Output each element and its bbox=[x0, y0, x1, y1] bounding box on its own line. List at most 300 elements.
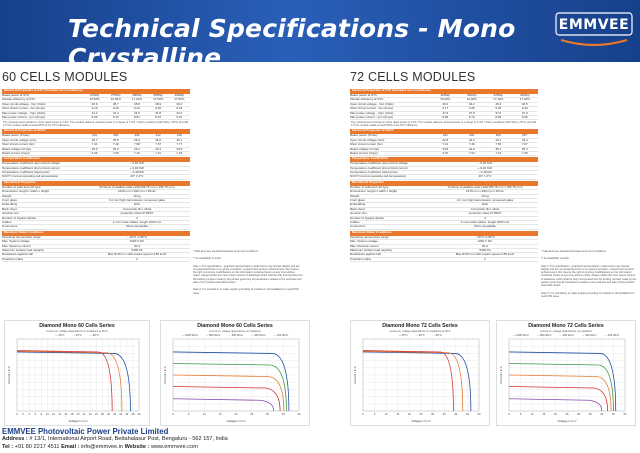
row-label: Operating temperature range bbox=[2, 235, 41, 239]
x-tick-label: 50 bbox=[477, 413, 481, 416]
row-label: Max power current - Ipm (Amps) bbox=[350, 115, 394, 119]
row-value: 19 kg bbox=[133, 194, 141, 198]
x-tick-label: 10 bbox=[530, 413, 534, 416]
row-value: 29.2 bbox=[134, 147, 140, 151]
row-value: 275Wp bbox=[111, 94, 121, 97]
legend-swatch: — bbox=[181, 334, 186, 337]
row-value: 7.56 bbox=[495, 143, 502, 147]
row-value: 35.3 bbox=[521, 147, 528, 151]
x-tick-label: 0 bbox=[362, 413, 364, 416]
header-banner bbox=[0, 0, 640, 72]
legend-entry: — 1000 W/m² bbox=[181, 334, 198, 337]
row-value: 5400 Pa bbox=[479, 248, 491, 252]
row-value: 1000 V DC bbox=[477, 240, 493, 244]
row-label: Max. System voltage bbox=[350, 240, 378, 244]
legend-swatch: — bbox=[251, 334, 255, 337]
row-value: 7.15 bbox=[134, 151, 140, 155]
section-title-60-cells: 60 CELLS MODULES bbox=[2, 70, 128, 84]
website-label: Website : bbox=[124, 444, 150, 450]
table-section-header: Electrical Properties at STC (Standard Test Conditions) bbox=[2, 89, 190, 94]
row-label: Short circuit current (Isc) bbox=[350, 143, 383, 147]
row-label: Temperature coefficient short-circuit current bbox=[2, 166, 60, 170]
row-value: 38.6 bbox=[91, 102, 98, 106]
row-value: 9.17 bbox=[442, 107, 449, 111]
row-label: Rated voltage (Vmpp) bbox=[2, 147, 32, 151]
row-label: Connectors bbox=[350, 225, 366, 229]
x-tick-label: 30 bbox=[107, 413, 110, 416]
row-value: − 0.43%/K bbox=[130, 171, 144, 175]
table-section-header: Mechanical Properties bbox=[350, 181, 538, 186]
footnote: Note 1: The specification - graphical representation made herein may deviate slightly and are not guaranteed due to on-going innovation, research and product enhancement. We reserve the right to improve modifications on the information contained herein at any time without notice. Always obtain the most recent version of datasheet which shall be duly incorporated into the binding contract made by the parties governing all transactions related to the purchase and sale of the products described herein. bbox=[541, 264, 637, 288]
row-label: Protection class bbox=[350, 257, 372, 261]
row-value: 43.1 bbox=[495, 138, 502, 142]
row-value: 9.52 bbox=[155, 107, 162, 111]
row-value: 46.2 bbox=[468, 102, 475, 106]
row-value: 37.6 bbox=[442, 111, 449, 115]
x-tick-label: 20 bbox=[553, 413, 557, 416]
chart-plot bbox=[351, 321, 489, 427]
x-tick-label: 35 bbox=[588, 413, 592, 416]
row-value: 330Wp bbox=[466, 94, 477, 97]
row-value: protection class IP 65/67 bbox=[120, 212, 154, 216]
row-value: 16.90% bbox=[110, 98, 121, 102]
row-value: 36.1 bbox=[176, 138, 183, 142]
row-value: 270Wp bbox=[89, 94, 100, 97]
x-tick-label: 4 bbox=[28, 413, 30, 416]
row-value: 7.21 bbox=[155, 151, 162, 155]
legend-swatch: — bbox=[398, 334, 402, 337]
legend-swatch: — bbox=[89, 334, 93, 337]
legend-swatch: — bbox=[559, 334, 563, 337]
row-value: 60 Mono crystalline solar cells(156.75 mm x 156.75 mm) bbox=[99, 185, 175, 189]
row-value: − 0.43%/K bbox=[478, 171, 492, 175]
row-value: 9.30 bbox=[521, 107, 528, 111]
row-value: 7.13 bbox=[495, 151, 502, 155]
x-tick-label: 40 bbox=[137, 413, 141, 416]
row-value: II bbox=[136, 257, 138, 261]
row-value: 46.0 bbox=[442, 102, 449, 106]
x-tick-label: 5 bbox=[188, 413, 190, 416]
row-value: 37.9 bbox=[495, 111, 502, 115]
row-value: 29.4 bbox=[155, 147, 162, 151]
row-label: Back sheet bbox=[350, 207, 365, 211]
row-value: 39.0 bbox=[176, 102, 183, 106]
row-label: Junction box bbox=[350, 212, 367, 216]
section-title-72-cells: 72 CELLS MODULES bbox=[350, 70, 476, 84]
page-title: Technical Specifications - Mono Crystalline bbox=[68, 14, 516, 72]
address-label: Address : bbox=[2, 436, 28, 442]
row-label: Open circuit voltage - Voc (Volts) bbox=[2, 102, 46, 106]
row-value: 46° ± 2°C bbox=[130, 175, 144, 179]
row-label: Max power voltage - Vpm (Volts) bbox=[350, 111, 394, 115]
legend-entry: — 400 W/m² bbox=[251, 334, 266, 337]
row-value: 38.8 bbox=[134, 102, 140, 106]
table-section-header: Mechanical Properties bbox=[2, 181, 190, 186]
x-tick-label: 2 bbox=[22, 413, 24, 416]
row-value: 31.6 bbox=[134, 111, 140, 115]
row-label: Dimensions: length x width x height bbox=[350, 190, 398, 194]
row-value: 1979 mm x 990 mm x 35mm bbox=[465, 190, 504, 194]
x-tick-label: 40 bbox=[600, 413, 604, 416]
row-value: 31.8 bbox=[155, 111, 162, 115]
row-label: Max power current - Ipm (Amps) bbox=[2, 115, 46, 119]
row-label: Cables bbox=[350, 220, 360, 224]
row-value: 16.60% bbox=[89, 98, 100, 102]
row-value: 7.67 bbox=[155, 143, 162, 147]
row-label: Cables bbox=[2, 220, 12, 224]
company-logo bbox=[555, 10, 633, 48]
y-axis-label: Current I in A bbox=[163, 366, 167, 384]
chart-title: Diamond Mono 72 Cells Series bbox=[528, 323, 604, 329]
row-value: 31.2 bbox=[91, 111, 98, 115]
table-row bbox=[350, 258, 538, 262]
legend-entry: — 80°C bbox=[89, 334, 99, 337]
x-tick-label: 10 bbox=[203, 413, 206, 416]
row-label: Number of cells and cell type bbox=[350, 185, 389, 189]
row-value: 9.40 bbox=[134, 107, 140, 111]
row-value: 7.49 bbox=[468, 143, 475, 147]
company-name: EMMVEE Photovoltaic Power Private Limited bbox=[2, 427, 169, 436]
row-value: 7.58 bbox=[134, 143, 140, 147]
row-value: 17.50% bbox=[153, 98, 164, 102]
legend-entry: — 25°C bbox=[55, 334, 65, 337]
x-tick-label: 20 bbox=[407, 413, 411, 416]
tolerance-note: The measurement tolerance of the rated power is ± 3%. The module delivers nominal power in a range of ± 3%. Under conditions (200 W/m², 25°C) and AM 1.5 the module yields at least 95% of the STC efficiency. bbox=[351, 120, 537, 128]
row-value: 16.90% bbox=[466, 98, 477, 102]
x-tick-label: 36 bbox=[125, 413, 129, 416]
row-label: Module efficiency at STC bbox=[350, 98, 384, 102]
table-section-header: Temperature Coefficients bbox=[350, 157, 538, 162]
legend-entry: — 25°C bbox=[398, 334, 408, 337]
x-tick-label: 35 bbox=[281, 413, 285, 416]
x-tick-label: 16 bbox=[64, 413, 68, 416]
row-label: Number of bypass diodes bbox=[2, 216, 37, 220]
row-value: 43.0 bbox=[468, 138, 475, 142]
chart-subtitle: current vs. voltage dependence on irradiance bbox=[540, 330, 592, 333]
notes-72-cells bbox=[541, 250, 637, 302]
row-value: 9.64 bbox=[176, 107, 183, 111]
table-section-header: Maximum Rated Conditions bbox=[350, 231, 538, 236]
x-tick-label: 14 bbox=[58, 413, 62, 416]
footnote: Note 1: The specification - graphical representation made herein may deviate slightly and are not guaranteed due to on-going innovation, research and product enhancement. We reserve the right to improve modifications on the information contained herein at any time without notice. Always obtain the most recent version of datasheet which shall be duly incorporated into the binding contract made by the parties governing all transactions related to the purchase and sale of the products described herein. bbox=[193, 264, 303, 285]
row-value: 3 bbox=[136, 216, 138, 220]
legend-entry: — 80°C bbox=[432, 334, 442, 337]
iv-chart-72-irradiance bbox=[496, 320, 636, 426]
legend-swatch: — bbox=[415, 334, 419, 337]
row-value: 8.65 bbox=[442, 115, 449, 119]
row-value: 257 bbox=[522, 134, 528, 138]
row-label: Weight bbox=[350, 194, 360, 198]
row-value: protection class IP 65/67 bbox=[468, 212, 502, 216]
row-value: 8.76 bbox=[112, 115, 119, 119]
legend-swatch: — bbox=[228, 334, 232, 337]
row-value: 7.06 bbox=[112, 151, 119, 155]
x-tick-label: 45 bbox=[611, 413, 615, 416]
row-label: Dimensions: length x width x height bbox=[2, 190, 50, 194]
row-value: 17.20% bbox=[131, 98, 143, 102]
footnote: ** As availability of stock bbox=[541, 257, 569, 261]
footnote: ** As availability of stock bbox=[193, 257, 221, 261]
legend-swatch: — bbox=[72, 334, 76, 337]
x-tick-label: 6 bbox=[34, 413, 37, 416]
legend-swatch: — bbox=[536, 334, 541, 337]
x-tick-label: 0 bbox=[508, 413, 510, 416]
x-tick-label: 10 bbox=[384, 413, 388, 416]
row-value: 8.83 bbox=[495, 115, 502, 119]
row-value: 5400 Pa bbox=[131, 248, 143, 252]
row-value: 7.29 bbox=[176, 151, 183, 155]
legend-swatch: — bbox=[604, 334, 608, 337]
row-value: 35.7 bbox=[91, 138, 98, 142]
row-value: 7.49 bbox=[112, 143, 119, 147]
row-value: 8.96 bbox=[521, 115, 528, 119]
row-label: Number of bypass diodes bbox=[350, 216, 385, 220]
row-label: Front glass bbox=[350, 199, 365, 203]
row-value: EVA bbox=[482, 203, 488, 207]
row-label: Rated power at STC bbox=[2, 94, 30, 97]
row-value: 9.07 bbox=[176, 115, 183, 119]
row-value: Composite film, white bbox=[122, 207, 152, 211]
row-value: − 0.33 %/K bbox=[129, 162, 145, 166]
row-value: 7.04 bbox=[468, 151, 475, 155]
row-value: 36.0 bbox=[155, 138, 162, 142]
row-label: Embedding bbox=[350, 203, 366, 207]
x-tick-label: 45 bbox=[465, 413, 469, 416]
row-label: Temperature coefficient rated power bbox=[350, 171, 398, 175]
row-value: 3.2 mm high transmission, tempered glass bbox=[456, 199, 514, 203]
row-label: Rated power (Pmax) bbox=[350, 134, 378, 138]
chart-plot bbox=[5, 321, 149, 427]
chart-subtitle: current vs. voltage dependence on irradiance at 25°C bbox=[389, 330, 451, 333]
tel-label: Tel : bbox=[2, 444, 14, 450]
row-value: 8.66 bbox=[91, 115, 98, 119]
row-label: Rated current (Impp) bbox=[350, 151, 378, 155]
row-value: 46.3 bbox=[495, 102, 502, 106]
row-label: Max power voltage - Vpm (Volts) bbox=[2, 111, 46, 115]
x-tick-label: 35 bbox=[442, 413, 446, 416]
row-label: Maximum surface load capacity bbox=[350, 248, 393, 252]
row-value: 4 mm² solar cables, length 1000 mm bbox=[460, 220, 510, 224]
legend-entry: — 50°C bbox=[415, 334, 425, 337]
row-value: 201 bbox=[92, 134, 98, 138]
email-label: Email : bbox=[61, 444, 80, 450]
y-axis-label: Current I in A bbox=[353, 366, 357, 384]
row-value: 216 bbox=[176, 134, 182, 138]
row-value: 290Wp bbox=[174, 94, 185, 97]
row-value: 22 kg bbox=[481, 194, 489, 198]
row-value: 7.41 bbox=[442, 143, 449, 147]
x-tick-label: 15 bbox=[396, 413, 400, 416]
row-value: Max Ø 28 mm with impact speed of 85 km/h bbox=[455, 253, 515, 257]
table-section-header: Temperature Coefficients bbox=[2, 157, 190, 162]
y-axis-label: Current I in A bbox=[499, 366, 503, 384]
row-label: Short circuit current - Isc (Amps) bbox=[350, 107, 394, 111]
x-tick-label: 20 bbox=[76, 413, 80, 416]
row-value: 20 A bbox=[133, 244, 140, 248]
row-value: 209 bbox=[134, 134, 140, 138]
x-tick-label: 50 bbox=[623, 413, 627, 416]
row-value: MC4 compatible bbox=[126, 225, 148, 229]
x-tick-label: 18 bbox=[70, 413, 74, 416]
row-label: Temperature coefficient open-circuit voltage bbox=[2, 162, 60, 166]
row-value: 28.9 bbox=[91, 147, 98, 151]
chart-subtitle: current vs. voltage dependence on irradiance bbox=[209, 330, 261, 333]
legend-swatch: — bbox=[205, 334, 210, 337]
row-value: 35.9 bbox=[134, 138, 140, 142]
legend-swatch: — bbox=[273, 334, 277, 337]
row-value: 6.97 bbox=[442, 151, 449, 155]
row-value: 42.8 bbox=[442, 138, 449, 142]
row-label: Open circuit voltage (Voc) bbox=[350, 138, 385, 142]
x-tick-label: 10 bbox=[46, 413, 49, 416]
row-value: 38.9 bbox=[155, 102, 162, 106]
table-section-header: Electrical Properties at NOCT bbox=[2, 129, 190, 134]
row-value: Composite film, white bbox=[470, 207, 500, 211]
x-tick-label: 25 bbox=[250, 413, 254, 416]
row-label: Module efficiency at STC bbox=[2, 98, 36, 102]
legend-swatch: — bbox=[582, 334, 586, 337]
legend-swatch: — bbox=[432, 334, 436, 337]
row-value: + 0.04 %/K bbox=[477, 166, 493, 170]
x-tick-label: 38 bbox=[131, 413, 135, 416]
legend-entry: — 1000 W/m² bbox=[512, 334, 529, 337]
legend-entry: — 600 W/m² bbox=[559, 334, 574, 337]
row-label: Junction box bbox=[2, 212, 19, 216]
notes-60-cells bbox=[193, 250, 303, 299]
row-value: MC4 compatible bbox=[474, 225, 496, 229]
row-value: Max Ø 28 mm with impact speed of 85 km/h bbox=[107, 253, 167, 257]
row-label: NOCT (normal operating cell temperature) bbox=[350, 175, 407, 179]
row-value: 9.30 bbox=[495, 107, 502, 111]
table-section-header: Electrical Properties at NOCT bbox=[350, 129, 538, 134]
footnote: * Safe Emmvee standard decrease terms and conditions bbox=[541, 250, 606, 253]
table-row bbox=[2, 258, 190, 262]
x-tick-label: 15 bbox=[218, 413, 222, 416]
chart-title: Diamond Mono 60 Cells Series bbox=[39, 323, 115, 329]
row-label: Number of cells and cell type bbox=[2, 185, 41, 189]
row-label: Rated voltage (Vmpp) bbox=[350, 147, 380, 151]
row-value: 17.10% bbox=[493, 98, 504, 102]
row-label: Resistance against hail bbox=[2, 253, 33, 257]
footnote: Note 2: It is mandatory to make regular grounding of modules in all installations to avoid PID issue. bbox=[193, 288, 299, 295]
row-value: 31.4 bbox=[112, 111, 119, 115]
row-value: 17.80% bbox=[174, 98, 185, 102]
address-value: # 13/1, International Airport Road, Bettahalasur Post, Bengaluru - 562 157, India bbox=[29, 436, 228, 442]
legend-entry: — 600 W/m² bbox=[228, 334, 243, 337]
chart-plot bbox=[161, 321, 309, 427]
footnote: * Safe Emmvee standard decrease terms and conditions bbox=[193, 250, 258, 253]
row-label: Short circuit current (Isc) bbox=[2, 143, 35, 147]
row-value: 325Wp bbox=[440, 94, 450, 97]
row-label: Back sheet bbox=[2, 207, 17, 211]
row-label: Front glass bbox=[2, 199, 17, 203]
legend-entry: — 200 W/m² bbox=[273, 334, 289, 337]
x-tick-label: 24 bbox=[88, 413, 92, 416]
website-value[interactable]: www.emmvee.com bbox=[150, 444, 198, 450]
x-tick-label: 20 bbox=[234, 413, 238, 416]
row-value: 72 Mono crystalline solar cells(156.75 mm x 156.75 mm) bbox=[447, 185, 523, 189]
row-label: Embedding bbox=[2, 203, 18, 207]
row-value: 335Wp bbox=[493, 94, 503, 97]
row-value: 38.7 bbox=[112, 102, 119, 106]
row-value: + 0.04 %/K bbox=[129, 166, 145, 170]
row-value: 43.4 bbox=[521, 138, 528, 142]
tolerance-note: The measurement tolerance of the rated power is ± 3%. The module delivers nominal power in a range of ± 3%. Under conditions (200 W/m², 25°C) and AM 1.5 the module yields at least 95% of the STC efficiency. bbox=[3, 120, 189, 128]
row-label: Max. Reverse current bbox=[2, 244, 31, 248]
row-value: 9.19 bbox=[91, 107, 98, 111]
row-value: 7.77 bbox=[176, 143, 183, 147]
iv-chart-60-temperature bbox=[4, 320, 150, 426]
legend-entry: — 800 W/m² bbox=[205, 334, 221, 337]
row-value: 8.87 bbox=[134, 115, 140, 119]
row-label: Temperature coefficient short-circuit current bbox=[350, 166, 408, 170]
tel-value: +91 80 2217 4511 bbox=[14, 444, 60, 450]
row-value: 17.40% bbox=[519, 98, 530, 102]
row-value: 37.8 bbox=[468, 111, 475, 115]
spec-table-72-cells bbox=[350, 88, 538, 262]
row-value: 8.97 bbox=[155, 115, 162, 119]
row-value: 46.5 bbox=[521, 102, 528, 106]
row-label: NOCT (normal operating cell temperature) bbox=[2, 175, 59, 179]
x-tick-label: 28 bbox=[100, 413, 104, 416]
row-value: 34.9 bbox=[468, 147, 475, 151]
chart-subtitle: current vs. voltage dependence on irradiance at 25°C bbox=[46, 330, 108, 333]
legend-entry: — 400 W/m² bbox=[582, 334, 597, 337]
x-tick-label: 32 bbox=[113, 413, 117, 416]
row-label: Maximum surface load capacity bbox=[2, 248, 45, 252]
email-value[interactable]: info@emmvee.in bbox=[80, 444, 124, 450]
chart-title: Diamond Mono 72 Cells Series bbox=[382, 323, 458, 329]
row-value: 37.9 bbox=[521, 111, 528, 115]
x-tick-label: 5 bbox=[519, 413, 522, 416]
x-tick-label: 12 bbox=[52, 413, 56, 416]
x-tick-label: 40 bbox=[297, 413, 301, 416]
row-label: Protection class bbox=[2, 257, 24, 261]
row-value: 280Wp bbox=[132, 94, 142, 97]
row-label: Rated power at STC bbox=[350, 94, 378, 97]
x-tick-label: 0 bbox=[172, 413, 174, 416]
spec-table-60-cells bbox=[2, 88, 190, 262]
table-section-header: Electrical Properties at STC (Standard Test Conditions) bbox=[350, 89, 538, 94]
row-value: 3 bbox=[484, 216, 486, 220]
row-value: 246 bbox=[469, 134, 475, 138]
row-value: 32.0 bbox=[176, 111, 183, 115]
row-label: Operating temperature range bbox=[350, 235, 389, 239]
row-value: 7.67 bbox=[521, 143, 528, 147]
row-label: Rated power (Pmax) bbox=[2, 134, 30, 138]
iv-chart-72-temperature bbox=[350, 320, 490, 426]
y-axis-label: Current I in A bbox=[7, 366, 11, 384]
row-value: 1000 V DC bbox=[129, 240, 145, 244]
footer bbox=[0, 427, 640, 453]
x-tick-label: 30 bbox=[266, 413, 269, 416]
row-value: 7.25 bbox=[521, 151, 528, 155]
row-value: 9.29 bbox=[112, 107, 119, 111]
legend-entry: — 800 W/m² bbox=[536, 334, 552, 337]
row-value: 1640 mm x 990 mm x 35mm bbox=[117, 190, 156, 194]
x-tick-label: 40 bbox=[454, 413, 458, 416]
footnote: Note 2: It is mandatory to make regular grounding of modules in all installations to avoid PID issue. bbox=[541, 291, 635, 298]
legend-entry: — 200 W/m² bbox=[604, 334, 620, 337]
row-value: 35.8 bbox=[112, 138, 119, 142]
row-value: 34.8 bbox=[442, 147, 449, 151]
row-value: 9.25 bbox=[468, 107, 475, 111]
row-label: Rated current (Impp) bbox=[2, 151, 30, 155]
chart-plot bbox=[497, 321, 635, 427]
row-label: Short circuit current - Isc (Amps) bbox=[2, 107, 46, 111]
x-tick-label: 25 bbox=[419, 413, 423, 416]
row-value: 8.73 bbox=[468, 115, 475, 119]
